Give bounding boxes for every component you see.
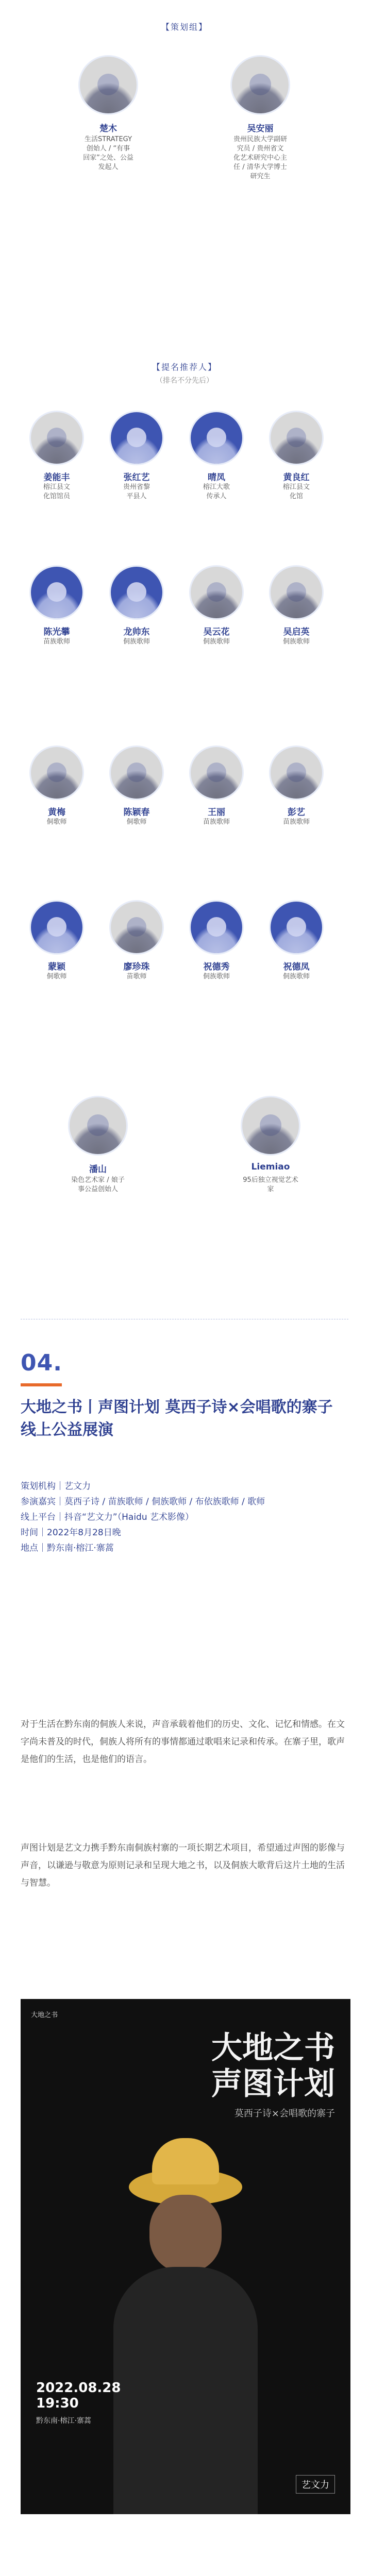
- host-name: 蒙颖: [48, 962, 65, 972]
- extra-host-name: Liemiao: [251, 1162, 290, 1172]
- host-avatar: [31, 747, 82, 799]
- host-name: 黄良红: [283, 472, 310, 483]
- host-avatar: [271, 747, 322, 799]
- planner-name-2: 吴安丽: [247, 124, 274, 134]
- article-meta: [21, 1479, 350, 1556]
- hosts-section-subtitle: （排名不分先后）: [156, 377, 213, 385]
- poster-heading-line-1: 大地之书: [211, 2030, 335, 2066]
- host-desc: 侗族歌师: [282, 638, 310, 646]
- host-desc: 侗族歌师: [203, 973, 230, 980]
- host-avatar: [191, 747, 242, 799]
- host-name: 祝德凤: [283, 962, 310, 972]
- host-name: 吴云花: [203, 627, 230, 637]
- host-desc: 榕江县文 化馆: [282, 483, 310, 500]
- host-name: 黄梅: [48, 807, 65, 818]
- host-name: 陈光攀: [43, 627, 70, 637]
- host-name: 张红艺: [123, 472, 150, 483]
- host-desc: 侗族歌师: [123, 638, 150, 646]
- host-avatar: [111, 567, 162, 618]
- host-name: 祝德秀: [203, 962, 230, 972]
- host-desc: 侗歌师: [46, 973, 67, 980]
- hosts-section-title: 【提名推荐人】: [152, 362, 217, 372]
- host-name: 陈颖春: [123, 807, 150, 818]
- host-name: 姜能丰: [43, 472, 70, 483]
- poster-info: [36, 2380, 121, 2426]
- meta-line: 策划机构｜艺文力: [21, 1481, 91, 1492]
- extra-host-avatar: [242, 1097, 299, 1154]
- host-desc: 侗族歌师: [203, 638, 230, 646]
- host-desc: 榕江县文 化馆馆员: [43, 483, 70, 500]
- planning-section-title: 【策划组】: [161, 22, 208, 32]
- host-desc: 榕江大歌 传承人: [203, 483, 230, 500]
- host-avatar: [31, 412, 82, 464]
- poster-place: 黔东南·榕江·寨蒿: [36, 2417, 91, 2425]
- host-desc: 侗歌师: [46, 818, 67, 826]
- planner-avatar-2: [232, 57, 289, 113]
- host-name: 龙帅东: [123, 627, 150, 637]
- host-avatar: [271, 412, 322, 464]
- planner-desc-2: 贵州民族大学副研 究员 / 贵州省文 化艺术研究中心主 任 / 清华大学博士 研究生: [233, 135, 287, 180]
- article-paragraph-2: 声图计划是艺文力携手黔东南侗族村寨的一项长期艺术项目，希望通过声图的影像与声音，以谦逊与敬意为原则记录和呈现大地之书，以及侗族大歌背后这片土地的生活与智慧。: [21, 1843, 345, 1888]
- host-avatar: [271, 902, 322, 953]
- host-avatar: [111, 902, 162, 953]
- meta-line: 地点｜黔东南·榕江·寨蒿: [21, 1543, 114, 1553]
- host-avatar: [191, 902, 242, 953]
- face-shape: [149, 2195, 222, 2272]
- article-number: 04.: [21, 1350, 62, 1376]
- poster-heading-line-2: 声图计划: [211, 2066, 335, 2102]
- host-desc: 苗族歌师: [43, 638, 70, 646]
- host-avatar: [271, 567, 322, 618]
- body-shape: [113, 2267, 258, 2514]
- host-name: 王丽: [208, 807, 225, 818]
- poster-corner-label: 大地之书: [31, 2011, 58, 2019]
- host-desc: 贵州省黎 平县人: [123, 483, 150, 500]
- extra-host-avatar: [70, 1097, 126, 1154]
- poster-brand: 艺文力: [296, 2475, 335, 2494]
- article-accent-bar: [21, 1383, 62, 1386]
- meta-line: 时间｜2022年8月28日晚: [21, 1528, 121, 1538]
- host-avatar: [31, 567, 82, 618]
- event-poster: [21, 1999, 350, 2514]
- host-avatar: [111, 747, 162, 799]
- host-desc: 侗歌师: [126, 818, 147, 826]
- extra-host-desc: 染色艺术家 / 娘子 事公益创始人: [71, 1176, 125, 1193]
- host-name: 吴启英: [283, 627, 310, 637]
- planner-avatar-1: [80, 57, 137, 113]
- host-avatar: [191, 412, 242, 464]
- host-avatar: [111, 412, 162, 464]
- host-name: 彭艺: [288, 807, 305, 818]
- host-desc: 苗族歌师: [203, 818, 230, 826]
- extra-host-name: 潘山: [89, 1164, 107, 1175]
- meta-line: 线上平台｜抖音“艺文力”（Haidu 艺术影像）: [21, 1512, 194, 1522]
- article-paragraph-1: 对于生活在黔东南的侗族人来说，声音承载着他们的历史、文化、记忆和情感。在文字尚未普及的时代，侗族人将所有的事情都通过歌唱来记录和传承。在寨子里，歌声是他们的生活，也是他们的语言。: [21, 1719, 345, 1765]
- article-title: 大地之书丨声图计划 莫西子诗×会唱歌的寨子 线上公益展演: [21, 1398, 333, 1439]
- host-avatar: [191, 567, 242, 618]
- host-avatar: [31, 902, 82, 953]
- poster-caption: 莫西子诗×会唱歌的寨子: [234, 2108, 335, 2119]
- hat-crown-shape: [152, 2138, 219, 2184]
- host-desc: 苗族歌师: [282, 818, 310, 826]
- planner-desc-1: 生活STRATEGY 创始人 / “有事 回家”之处、公益 发起人: [83, 135, 133, 171]
- poster-time: 19:30: [36, 2396, 79, 2411]
- host-name: 廖珍珠: [123, 962, 150, 972]
- host-name: 晴凤: [208, 472, 225, 483]
- host-desc: 苗歌师: [126, 973, 147, 980]
- poster-date: 2022.08.28: [36, 2380, 121, 2396]
- poster-heading: [211, 2030, 335, 2120]
- host-desc: 侗族歌师: [282, 973, 310, 980]
- meta-line: 参演嘉宾｜莫西子诗 / 苗族歌师 / 侗族歌师 / 布依族歌师 / 歌师: [21, 1497, 265, 1507]
- planner-name-1: 楚木: [99, 124, 117, 134]
- extra-host-desc: 95后独立视觉艺术 家: [243, 1176, 298, 1193]
